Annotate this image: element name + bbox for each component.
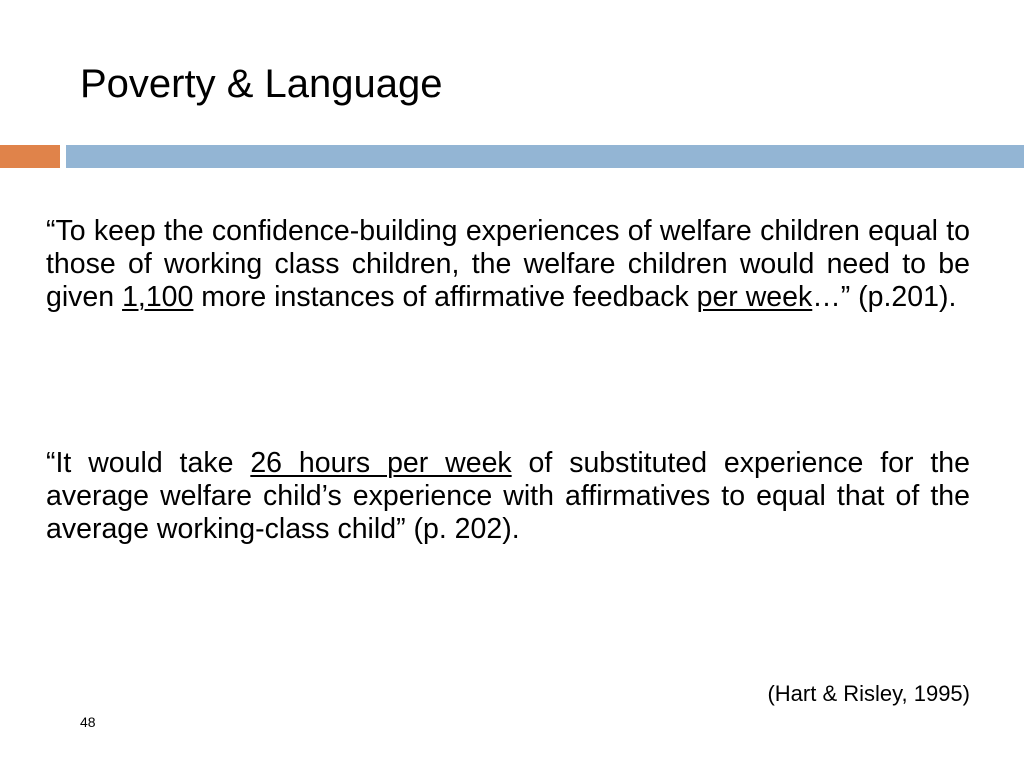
quote-text: …” (p.201). [812, 281, 957, 313]
quote-welfare-feedback [46, 215, 970, 314]
quote-text: “It would take [46, 447, 251, 479]
quote-text: “To keep the confidence-building experiences of welfare children equal to those of working class children, the welfare children would need to be given [46, 215, 970, 313]
accent-bar-orange [0, 145, 60, 168]
quote-emphasis: 26 hours per week [250, 447, 512, 479]
quote-substituted-experience [46, 447, 970, 546]
quote-emphasis: per week [696, 281, 813, 313]
citation: (Hart & Risley, 1995) [767, 681, 970, 706]
quote-text: more instances of affirmative feedback [193, 281, 697, 313]
quote-text: of substituted experience for the average welfare child’s experience with affirmatives to equal that of the average working-class child” (p. 202). [46, 447, 970, 545]
accent-bar-blue [66, 145, 1024, 168]
slide-number: 48 [80, 714, 96, 730]
quote-emphasis: 1,100 [122, 281, 194, 313]
slide-title: Poverty & Language [80, 62, 443, 106]
